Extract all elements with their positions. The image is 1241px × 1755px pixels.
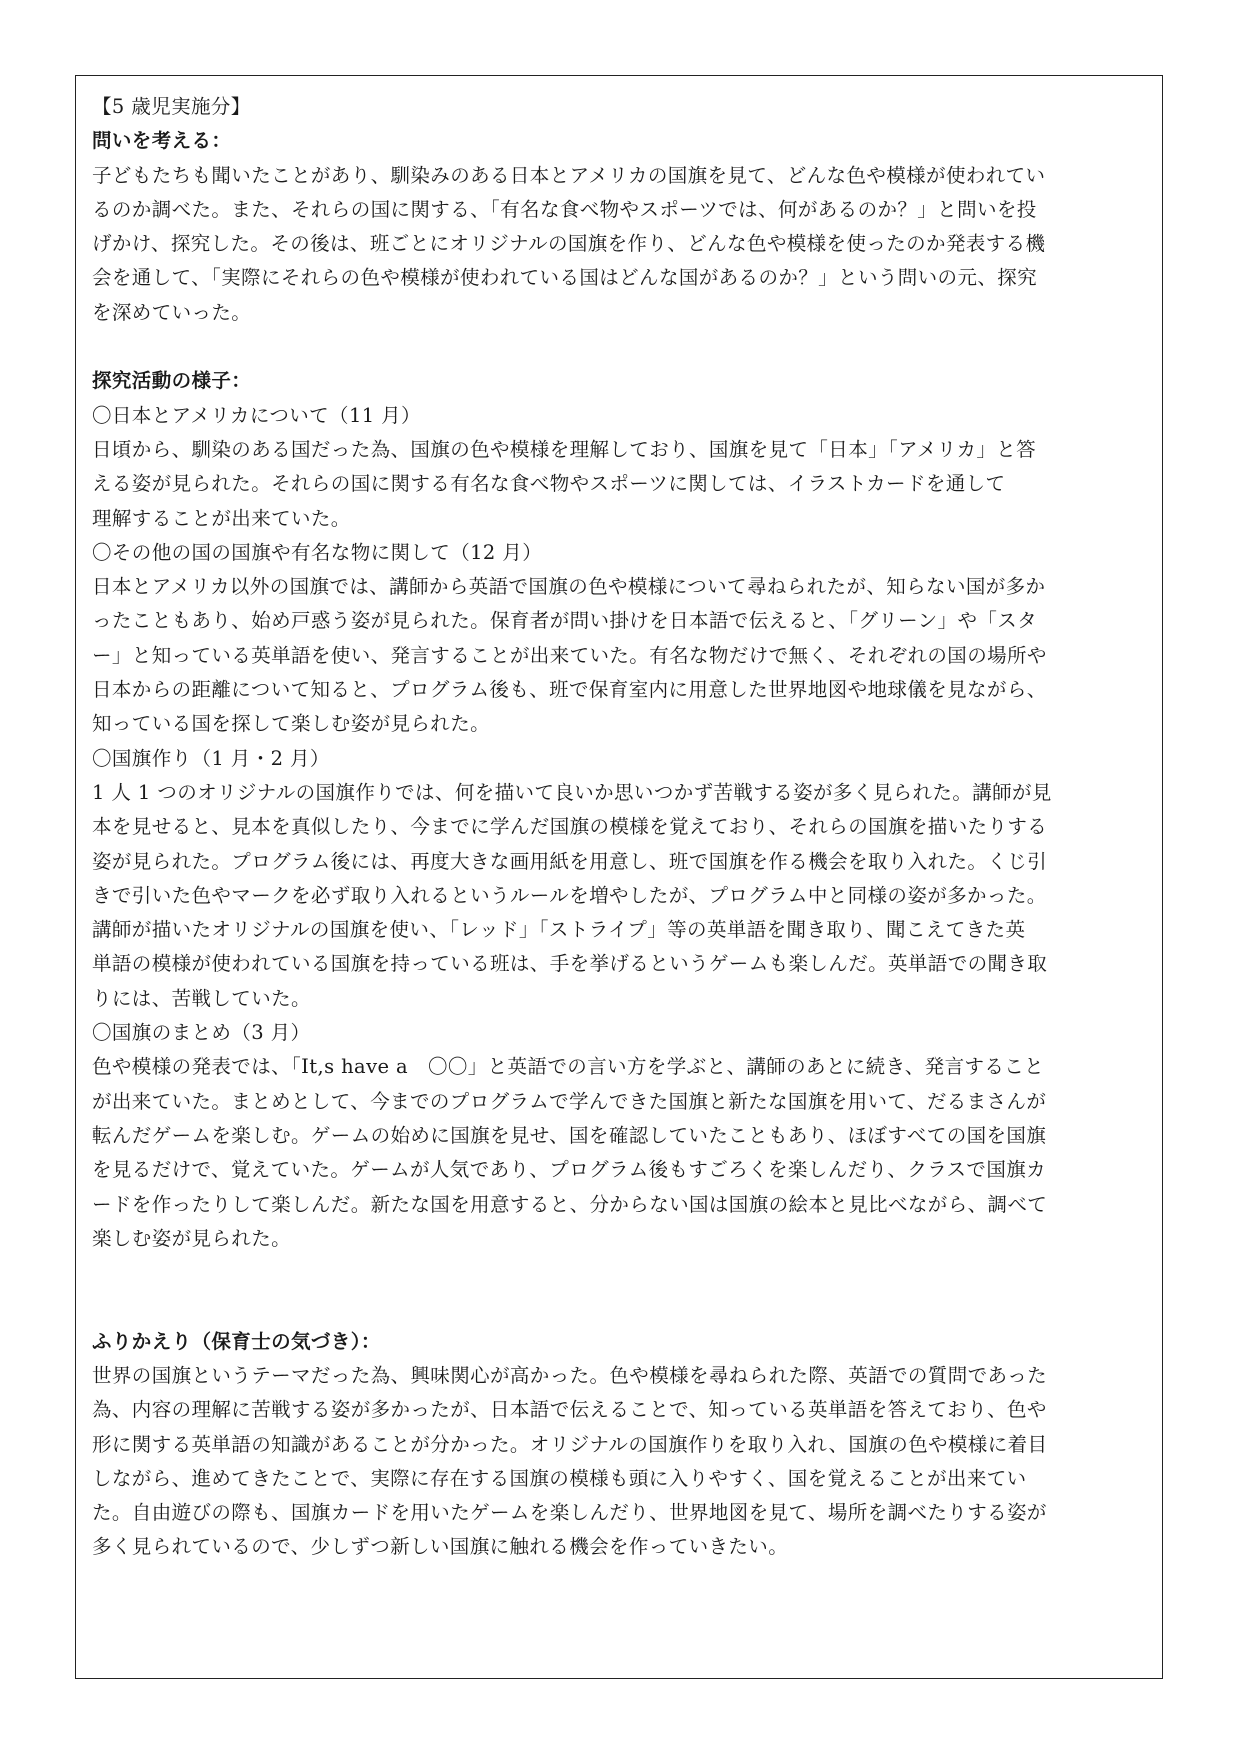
paragraph-line: 日頃から、馴染のある国だった為、国旗の色や模様を理解しており、国旗を見て「日本」「アメリカ」と答 — [92, 437, 1037, 461]
paragraph-line: ったこともあり、始め戸惑う姿が見られた。保育者が問い掛けを日本語で伝えると、「グリーン」や「スタ — [92, 609, 1038, 633]
paragraph-line: 子どもたちも聞いたことがあり、馴染みのある日本とアメリカの国旗を見て、どんな色や模様が使われてい — [92, 163, 1046, 187]
paragraph-line: 本を見せると、見本を真似したり、今までに学んだ国旗の模様を覚えており、それらの国旗を描いたりする — [92, 815, 1048, 839]
paragraph-line: 日本からの距離について知ると、プログラム後も、班で保育室内に用意した世界地図や地球儀を見ながら、 — [92, 678, 1047, 702]
paragraph-line — [92, 1256, 1152, 1290]
paragraph-line: 姿が見られた。プログラム後には、再度大きな画用紙を用意し、班で国旗を作る機会を取り入れた。くじ引 — [92, 849, 1048, 873]
section-title-activities: 探究活動の様子： — [92, 369, 252, 393]
paragraph-line: 形に関する英単語の知識があることが分かった。オリジナルの国旗作りを取り入れ、国旗の色や模様に着目 — [92, 1432, 1048, 1456]
spacer — [92, 330, 1152, 364]
spacer — [92, 1290, 1152, 1324]
paragraph-line: が出来ていた。まとめとして、今までのプログラムで学んできた国旗と新たな国旗を用いて、だるまさんが — [92, 1089, 1047, 1113]
paragraph-line: 為、内容の理解に苦戦する姿が多かったが、日本語で伝えることで、知っている英単語を答えており、色や — [92, 1398, 1047, 1422]
document-header: 【5 歳児実施分】 — [92, 95, 251, 118]
paragraph-line: ー」と知っている英単語を使い、発言することが出来ていた。有名な物だけで無く、それぞれの国の場所や — [92, 643, 1047, 667]
subheading-line: 〇国旗作り（1 月・2 月） — [92, 746, 330, 770]
paragraph-line: るのか調べた。また、それらの国に関する、「有名な食べ物やスポーツでは、何があるのか？」と問いを投 — [92, 197, 1037, 221]
paragraph-line: 1 人 1 つのオリジナルの国旗作りでは、何を描いて良いか思いつかず苦戦する姿が多く見られた。講師が見 — [92, 780, 1052, 804]
paragraph-line: げかけ、探究した。その後は、班ごとにオリジナルの国旗を作り、どんな色や模様を使ったのか発表する機 — [92, 232, 1046, 256]
paragraph-line: ードを作ったりして楽しんだ。新たな国を用意すると、分からない国は国旗の絵本と見比べながら、調べて — [92, 1192, 1048, 1216]
paragraph-line: しながら、進めてきたことで、実際に存在する国旗の模様も頭に入りやすく、国を覚えることが出来てい — [92, 1466, 1027, 1490]
paragraph-line: 会を通して、「実際にそれらの色や模様が使われている国はどんな国があるのか？」という問いの元、探究 — [92, 266, 1038, 290]
paragraph-line: りには、苦戦していた。 — [92, 986, 311, 1010]
paragraph-line: 世界の国旗というテーマだった為、興味関心が高かった。色や模様を尋ねられた際、英語での質問であった — [92, 1363, 1048, 1387]
paragraph-line: 日本とアメリカ以外の国旗では、講師から英語で国旗の色や模様について尋ねられたが、知らない国が多か — [92, 575, 1046, 599]
paragraph-line: 色や模様の発表では、「It,s have a 〇〇」と英語での言い方を学ぶと、講師のあとに続き、発言すること — [92, 1055, 1045, 1079]
section-title-reflection: ふりかえり（保育士の気づき）： — [92, 1329, 381, 1353]
paragraph-line: 楽しむ姿が見られた。 — [92, 1226, 292, 1250]
paragraph-line: 転んだゲームを楽しむ。ゲームの始めに国旗を見せ、国を確認していたこともあり、ほぼすべての国を国旗 — [92, 1123, 1047, 1147]
paragraph-line: た。自由遊びの際も、国旗カードを用いたゲームを楽しんだり、世界地図を見て、場所を調べたりする姿が — [92, 1501, 1047, 1525]
paragraph-line: 講師が描いたオリジナルの国旗を使い、「レッド」「ストライプ」等の英単語を聞き取り、聞こえてきた英 — [92, 918, 1026, 942]
paragraph-line: 多く見られているので、少しずつ新しい国旗に触れる機会を作っていきたい。 — [92, 1535, 789, 1559]
paragraph-line: を見るだけで、覚えていた。ゲームが人気であり、プログラム後もすごろくを楽しんだり、クラスで国旗カ — [92, 1158, 1047, 1182]
subheading-line: 〇日本とアメリカについて（11 月） — [92, 403, 421, 427]
paragraph-line: える姿が見られた。それらの国に関する有名な食べ物やスポーツに関しては、イラストカードを通して — [92, 472, 1006, 496]
paragraph-line: きで引いた色やマークを必ず取り入れるというルールを増やしたが、プログラム中と同様の姿が多かった。 — [92, 883, 1047, 907]
paragraph-line: 単語の模様が使われている国旗を持っている班は、手を挙げるというゲームも楽しんだ。英単語での聞き取 — [92, 952, 1048, 976]
paragraph-line: 理解することが出来ていた。 — [92, 506, 351, 530]
paragraph-line: 知っている国を探して楽しむ姿が見られた。 — [92, 712, 491, 736]
subheading-line: 〇国旗のまとめ（3 月） — [92, 1021, 311, 1045]
document-content — [92, 90, 1152, 1565]
section-title-question: 問いを考える： — [92, 129, 232, 153]
paragraph-line: を深めていった。 — [92, 300, 252, 324]
subheading-line: 〇その他の国の国旗や有名な物に関して（12 月） — [92, 540, 543, 564]
